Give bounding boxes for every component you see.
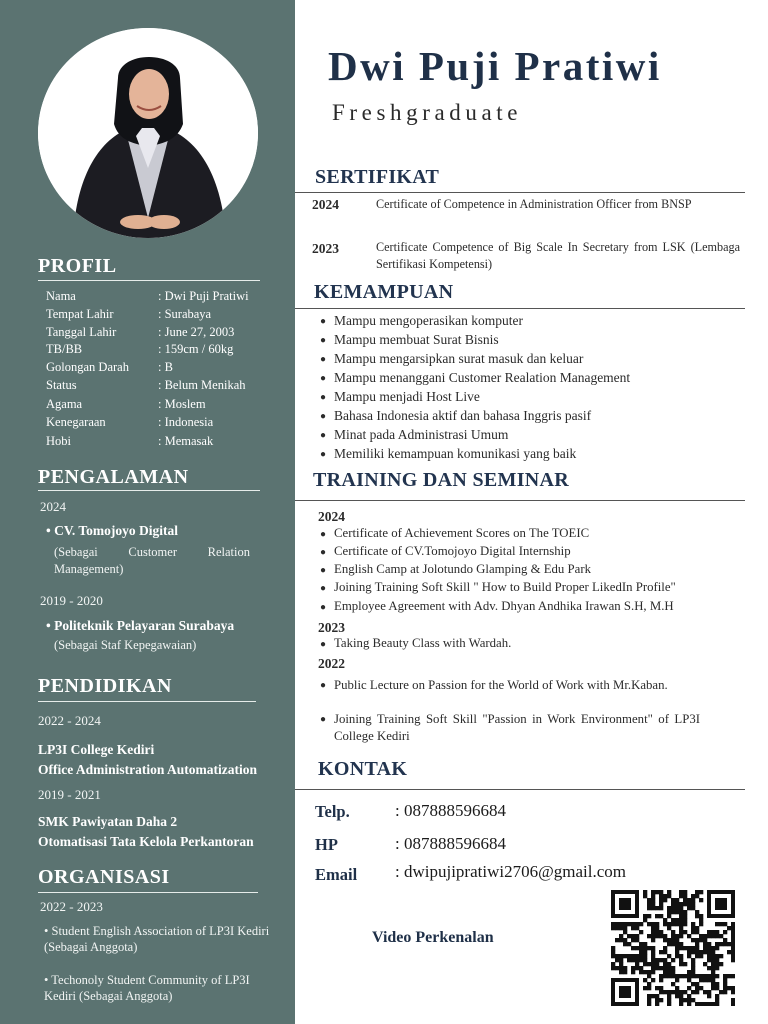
profile-key: Tempat Lahir (46, 307, 114, 321)
pendidikan-divider (38, 701, 256, 702)
education-year: 2019 - 2021 (38, 787, 101, 802)
skill-text: Mampu menanggani Customer Realation Management (334, 370, 631, 385)
profile-value: : June 27, 2003 (158, 325, 235, 339)
skill-item (320, 427, 508, 444)
pengalaman-heading: PENGALAMAN (38, 466, 189, 488)
skill-text: Mampu mengoperasikan komputer (334, 313, 523, 328)
profile-row-kenegaraan (46, 415, 213, 430)
profile-row-tempat-lahir (46, 307, 211, 322)
profil-heading: PROFIL (38, 255, 117, 277)
kontak-heading: KONTAK (318, 758, 408, 780)
video-label: Video Perkenalan (372, 929, 494, 946)
training-text: Certificate of CV.Tomojoyo Digital Internship (334, 544, 571, 558)
profile-key: Nama (46, 289, 76, 303)
profile-value: : Memasak (158, 434, 214, 448)
bullet-icon: ● (320, 714, 327, 725)
sertifikat-divider (295, 192, 745, 193)
skill-text: Minat pada Administrasi Umum (334, 427, 509, 442)
profile-row-tb-bb (46, 342, 233, 357)
kemampuan-heading: KEMAMPUAN (314, 281, 454, 303)
bullet-icon: ● (320, 602, 327, 613)
training-text: Joining Training Soft Skill " How to Build Proper LikedIn Profile" (334, 580, 676, 594)
profile-key: Golongan Darah (46, 360, 129, 374)
profile-photo (38, 28, 258, 238)
experience-title: • Politeknik Pelayaran Surabaya (46, 618, 235, 633)
training-item (320, 580, 676, 597)
job-title: Freshgraduate (332, 100, 523, 125)
bullet-icon: ● (320, 354, 327, 365)
email-label: Email (315, 865, 358, 884)
profile-row-tanggal-lahir (46, 325, 234, 340)
organization-item: • Techonoly Student Community of LP3I Kediri (Sebagai Anggota) (44, 973, 250, 1003)
skill-text: Bahasa Indonesia aktif dan bahasa Inggris pasif (334, 408, 592, 423)
education-major: Office Administration Automatization (38, 762, 257, 777)
profile-value: : Surabaya (158, 307, 212, 321)
hp-value: : 087888596684 (395, 834, 506, 853)
organization-item: • Student English Association of LP3I Kediri (Sebagai Anggota) (44, 924, 270, 954)
bullet-icon: ● (320, 411, 327, 422)
sertifikat-heading: SERTIFIKAT (315, 166, 440, 188)
training-item (320, 562, 591, 579)
training-year: 2022 (318, 656, 345, 671)
bullet-icon: ● (320, 316, 327, 327)
profile-value: : Belum Menikah (158, 378, 246, 392)
organisasi-heading: ORGANISASI (38, 866, 170, 888)
skill-text: Mampu membuat Surat Bisnis (334, 332, 499, 347)
experience-role: (Sebagai Staf Kepegawaian) (54, 638, 197, 652)
skill-text: Memiliki kemampuan komunikasi yang baik (334, 446, 577, 461)
training-item (320, 544, 571, 561)
training-year: 2023 (318, 620, 345, 635)
profile-value: : Moslem (158, 397, 206, 411)
profil-divider (38, 280, 260, 281)
certificate-year: 2024 (312, 197, 339, 212)
bullet-icon: ● (320, 373, 327, 384)
training-text: Taking Beauty Class with Wardah. (334, 636, 512, 650)
pengalaman-divider (38, 490, 260, 491)
skill-item (320, 446, 576, 463)
training-year: 2024 (318, 509, 345, 524)
bullet-icon: ● (320, 392, 327, 403)
education-school: LP3I College Kediri (38, 742, 155, 757)
bullet-icon: ● (320, 430, 327, 441)
skill-item (320, 313, 523, 330)
kontak-divider (295, 789, 745, 790)
experience-role: (Sebagai Customer Relation Management) (54, 545, 250, 576)
profile-row-hobi (46, 434, 213, 449)
organization-year: 2022 - 2023 (40, 899, 103, 914)
skill-item (320, 370, 630, 387)
skill-item (320, 351, 583, 368)
bullet-icon: ● (320, 335, 327, 346)
profile-key: Status (46, 378, 77, 392)
training-item (320, 636, 511, 653)
training-text: Joining Training Soft Skill "Passion in Work Environment" of LP3I College Kediri (334, 712, 700, 743)
bullet-icon: ● (320, 547, 327, 558)
pendidikan-heading: PENDIDIKAN (38, 675, 172, 697)
organisasi-divider (38, 892, 258, 893)
full-name: Dwi Puji Pratiwi (328, 43, 662, 89)
qr-code-icon[interactable] (611, 890, 735, 1006)
sidebar (0, 0, 295, 1024)
certificate-text: Certificate Competence of Big Scale In Secretary from LSK (Lembaga Sertifikasi Kompetensi) (376, 240, 740, 271)
certificate-text: Certificate of Competence in Administration Officer from BNSP (376, 197, 692, 211)
experience-year: 2019 - 2020 (40, 593, 103, 608)
phone-value: : 087888596684 (395, 801, 506, 820)
bullet-icon: ● (320, 565, 327, 576)
training-item (320, 677, 700, 694)
training-heading: TRAINING DAN SEMINAR (313, 469, 570, 491)
certificate-year: 2023 (312, 241, 339, 256)
phone-label: Telp. (315, 802, 350, 821)
bullet-icon: ● (320, 639, 327, 650)
bullet-icon: ● (320, 680, 327, 691)
profile-row-agama (46, 397, 206, 412)
bullet-icon: ● (320, 449, 327, 460)
skill-item (320, 332, 499, 349)
training-text: Public Lecture on Passion for the World of Work with Mr.Kaban. (334, 678, 668, 692)
experience-title: • CV. Tomojoyo Digital (46, 523, 178, 538)
profile-key: Kenegaraan (46, 415, 106, 429)
profile-value: : B (158, 360, 173, 374)
training-divider (295, 500, 745, 501)
experience-year: 2024 (40, 499, 66, 514)
profile-key: Tanggal Lahir (46, 325, 117, 339)
profile-row-status (46, 378, 246, 393)
skill-item (320, 389, 480, 406)
education-school: SMK Pawiyatan Daha 2 (38, 814, 178, 829)
bullet-icon: ● (320, 529, 327, 540)
profile-value: : 159cm / 60kg (158, 342, 234, 356)
email-value: : dwipujipratiwi2706@gmail.com (395, 862, 626, 881)
hp-label: HP (315, 835, 338, 854)
profile-key: Agama (46, 397, 83, 411)
training-text: Employee Agreement with Adv. Dhyan Andhika Irawan S.H, M.H (334, 599, 674, 613)
education-year: 2022 - 2024 (38, 713, 101, 728)
profile-row-golongan-darah (46, 360, 173, 375)
skill-item (320, 408, 591, 425)
profile-value: : Dwi Puji Pratiwi (158, 289, 249, 303)
profile-key: Hobi (46, 434, 71, 448)
training-item (320, 599, 674, 616)
skill-text: Mampu mengarsipkan surat masuk dan keluar (334, 351, 584, 366)
profile-row-nama (46, 289, 249, 304)
skill-text: Mampu menjadi Host Live (334, 389, 480, 404)
profile-key: TB/BB (46, 342, 83, 356)
bullet-icon: ● (320, 583, 327, 594)
profile-value: : Indonesia (158, 415, 214, 429)
training-text: English Camp at Jolotundo Glamping & Edu Park (334, 562, 591, 576)
training-item (320, 526, 589, 543)
education-major: Otomatisasi Tata Kelola Perkantoran (38, 834, 254, 849)
training-item (320, 711, 700, 745)
training-text: Certificate of Achievement Scores on The TOEIC (334, 526, 590, 540)
kemampuan-divider (295, 308, 745, 309)
